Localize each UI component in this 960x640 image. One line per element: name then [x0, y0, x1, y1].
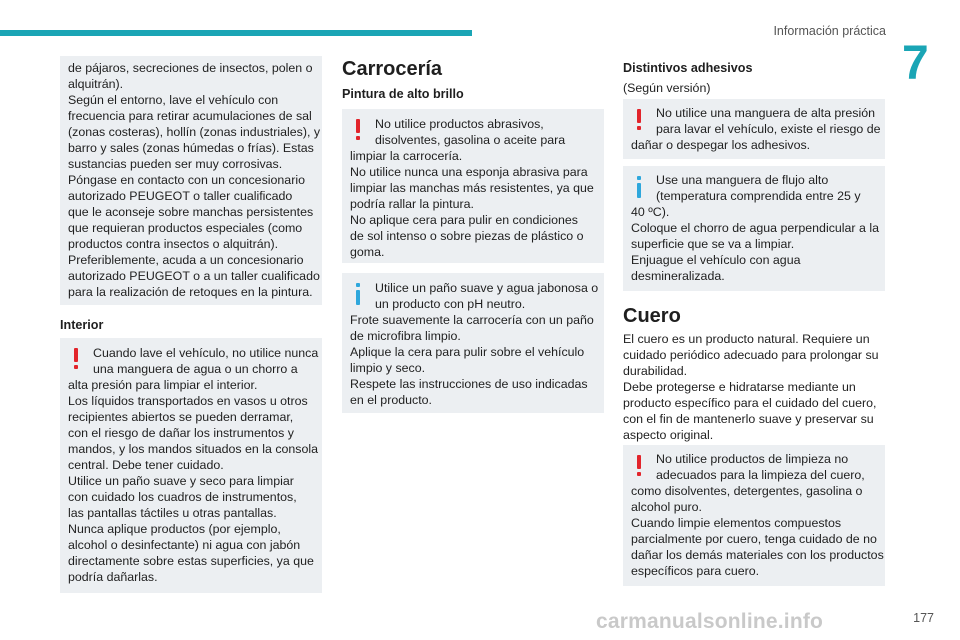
text-line: Frote suavemente la carrocería con un paño: [350, 313, 594, 327]
text-line: podría rallar la pintura.: [350, 197, 474, 211]
text-line: que requieran productos especiales (como: [68, 221, 303, 235]
distintivos-warning-text: [631, 105, 881, 153]
text-line: dañar o despegar los adhesivos.: [631, 138, 811, 152]
warning-icon: [637, 109, 643, 131]
text-line: disolventes, gasolina o aceite para: [375, 133, 566, 147]
interior-warning-text: [68, 345, 319, 585]
distintivos-info-box: [623, 166, 885, 291]
wash-advice-box: [60, 56, 322, 305]
pintura-warning-box: [342, 109, 604, 263]
text-line: parcialmente por cuero, tenga cuidado de no: [631, 532, 877, 546]
text-line: Nunca aplique productos (por ejemplo,: [68, 522, 281, 536]
text-line: Coloque el chorro de agua perpendicular a la: [631, 221, 879, 235]
text-line: Respete las instrucciones de uso indicadas: [350, 377, 588, 391]
text-line: Use una manguera de flujo alto: [656, 173, 829, 187]
text-line: con el riesgo de dañar los instrumentos y: [68, 426, 294, 440]
text-line: para la realización de retoques en la pintura.: [68, 285, 313, 299]
pintura-subheading: Pintura de alto brillo: [342, 87, 464, 101]
text-line: alcohol o desinfectante) ni agua con jabón: [68, 538, 301, 552]
text-line: una manguera de agua o un chorro a: [93, 362, 298, 376]
pintura-info-box: [342, 273, 604, 413]
text-line: limpiar las manchas más resistentes, ya que: [350, 181, 594, 195]
wash-advice-text: [68, 60, 321, 300]
page-number: 177: [913, 611, 934, 625]
text-line: Enjuague el vehículo con agua: [631, 253, 801, 267]
text-line: para lavar el vehículo, existe el riesgo de: [656, 122, 881, 136]
text-line: alta presión para limpiar el interior.: [68, 378, 258, 392]
text-line: durabilidad.: [623, 364, 688, 378]
chapter-number: 7: [902, 37, 929, 90]
text-line: adecuados para la limpieza del cuero,: [656, 468, 865, 482]
text-line: autorizado PEUGEOT o taller cualificado: [68, 189, 293, 203]
interior-heading: Interior: [60, 318, 104, 332]
text-line: No aplique cera para pulir en condiciones: [350, 213, 578, 227]
text-line: con el fin de mantenerlo suave y preservar su: [623, 412, 874, 426]
cuero-heading: Cuero: [623, 305, 681, 327]
pintura-info-text: [350, 280, 599, 408]
text-line: No utilice una manguera de alta presión: [656, 106, 876, 120]
warning-icon: [74, 348, 80, 370]
info-icon: [356, 283, 362, 305]
text-line: barro y sales (zonas húmedas o frías). Estas: [68, 141, 314, 155]
text-line: superficie que se va a limpiar.: [631, 237, 795, 251]
cuero-warning-box: [623, 445, 885, 586]
text-line: Utilice un paño suave y seco para limpiar: [68, 474, 294, 488]
text-line: limpio y seco.: [350, 361, 426, 375]
text-line: (zonas costeras), hollín (zonas industriales), y: [68, 125, 321, 139]
info-icon: [637, 176, 643, 198]
text-line: Preferiblemente, acuda a un concesionario: [68, 253, 304, 267]
text-line: alquitrán).: [68, 77, 124, 91]
text-line: limpiar la carrocería.: [350, 149, 463, 163]
text-line: alcohol puro.: [631, 500, 702, 514]
text-line: No utilice productos abrasivos,: [375, 117, 544, 131]
text-line: goma.: [350, 245, 385, 259]
text-line: (temperatura comprendida entre 25 y: [656, 189, 861, 203]
text-line: con cuidado los cuadros de instrumentos,: [68, 490, 297, 504]
text-line: un producto con pH neutro.: [375, 297, 526, 311]
text-line: de pájaros, secreciones de insectos, polen o: [68, 61, 313, 75]
text-line: específicos para cuero.: [631, 564, 760, 578]
text-line: producto específico para el cuidado del cuero,: [623, 396, 877, 410]
text-line: productos contra insectos o alquitrán).: [68, 237, 279, 251]
text-line: dañar los demás materiales con los productos: [631, 548, 884, 562]
text-line: autorizado PEUGEOT o a un taller cualificado: [68, 269, 320, 283]
text-line: Aplique la cera para pulir sobre el vehículo: [350, 345, 585, 359]
header-accent-bar: [0, 30, 472, 36]
text-line: Cuando lave el vehículo, no utilice nunca: [93, 346, 319, 360]
text-line: como disolventes, detergentes, gasolina o: [631, 484, 863, 498]
text-line: Póngase en contacto con un concesionario: [68, 173, 305, 187]
text-line: No utilice nunca una esponja abrasiva para: [350, 165, 588, 179]
header-title: Información práctica: [773, 24, 886, 38]
text-line: de microfibra limpio.: [350, 329, 461, 343]
text-line: sustancias pueden ser muy corrosivas.: [68, 157, 283, 171]
text-line: frecuencia para retirar acumulaciones de sal: [68, 109, 312, 123]
text-line: recipientes abiertos se pueden derramar,: [68, 410, 294, 424]
distintivos-warning-box: [623, 99, 885, 159]
pintura-warning-text: [350, 116, 596, 260]
text-line: central. Debe tener cuidado.: [68, 458, 224, 472]
distintivos-subheading: Distintivos adhesivos: [623, 61, 753, 75]
warning-icon: [637, 455, 643, 477]
text-line: en el producto.: [350, 393, 432, 407]
text-line: Utilice un paño suave y agua jabonosa o: [375, 281, 599, 295]
warning-icon: [356, 119, 362, 141]
watermark: carmanualsonline.info: [596, 610, 824, 633]
text-line: 40 ºC).: [631, 205, 670, 219]
carroceria-heading: Carrocería: [342, 58, 443, 80]
text-line: cuidado periódico adecuado para prolongar su: [623, 348, 879, 362]
text-line: mandos, y los mandos situados en la consola: [68, 442, 319, 456]
text-line: podría dañarlas.: [68, 570, 158, 584]
text-line: de sol intenso o sobre piezas de plástico o: [350, 229, 584, 243]
text-line: las pantallas táctiles u otras pantallas.: [68, 506, 277, 520]
cuero-warning-text: [631, 451, 884, 579]
text-line: directamente sobre estas superficies, ya que: [68, 554, 314, 568]
text-line: Debe protegerse e hidratarse mediante un: [623, 380, 856, 394]
text-line: Cuando limpie elementos compuestos: [631, 516, 842, 530]
distintivos-info-text: [631, 172, 877, 284]
text-line: No utilice productos de limpieza no: [656, 452, 849, 466]
text-line: aspecto original.: [623, 428, 714, 442]
interior-warning-box: [60, 338, 322, 593]
text-line: Según el entorno, lave el vehículo con: [68, 93, 279, 107]
text-line: desmineralizada.: [631, 269, 725, 283]
cuero-text: [623, 331, 879, 443]
text-line: Los líquidos transportados en vasos u otros: [68, 394, 308, 408]
text-line: El cuero es un producto natural. Requiere un: [623, 332, 870, 346]
text-line: que le aconseje sobre manchas persistentes: [68, 205, 314, 219]
version-note: (Según versión): [623, 81, 711, 95]
